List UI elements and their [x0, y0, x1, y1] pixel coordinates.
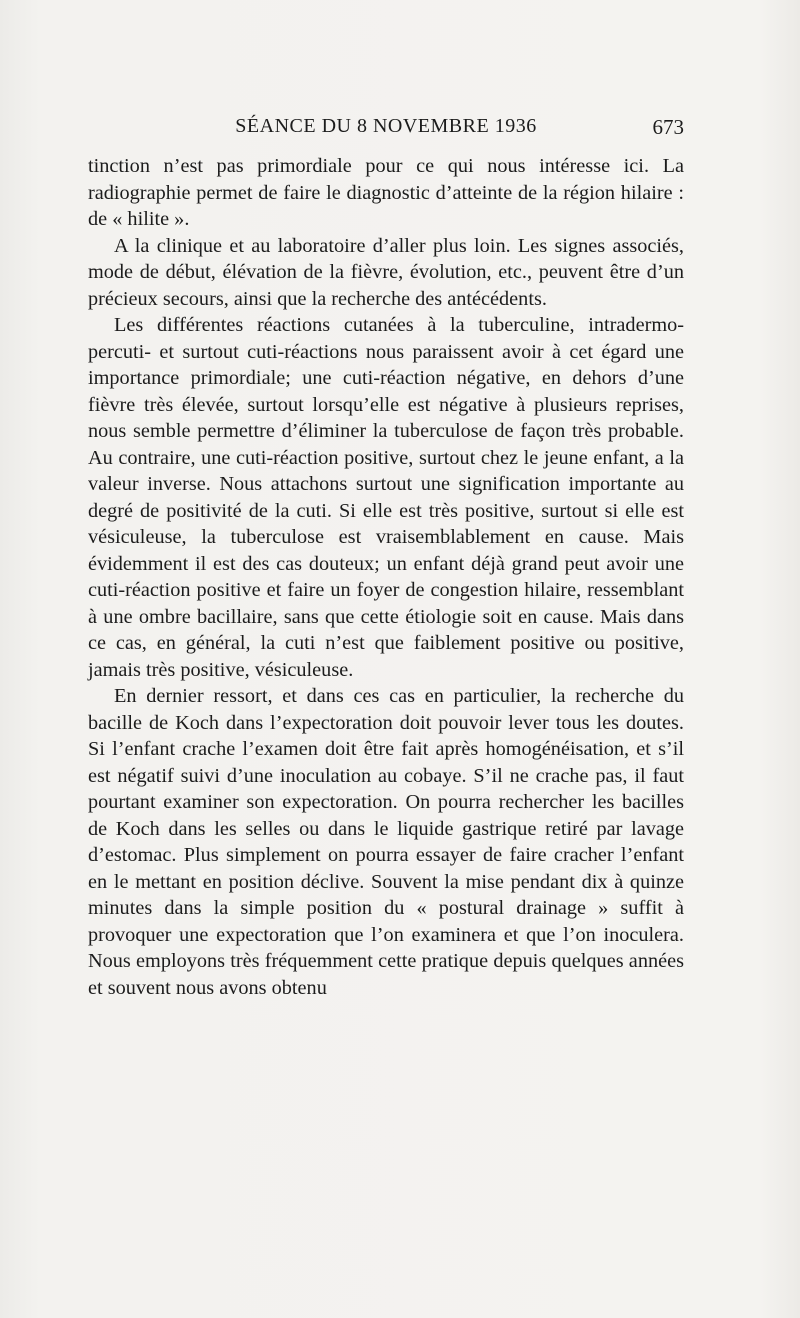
- running-head: [88, 115, 684, 147]
- paragraph-clinique: A la clinique et au laboratoire d’aller plus loin. Les signes associés, mode de début, élévation de la fièvre, évolution, etc., peuvent être d’un précieux secours, ainsi que la recherche des antécédents.: [88, 234, 684, 310]
- paragraph-dernier-ressort: En dernier ressort, et dans ces cas en particulier, la recherche du bacille de Koch dans l’expectoration doit pouvoir lever tous les doutes. Si l’enfant crache l’examen doit être fait après homogénéisation, et s’il est négatif suivi d’une inoculation au cobaye. S’il ne crache pas, il faut pourtant examiner son expectoration. On pourra rechercher les bacilles de Koch dans les selles ou dans le liquide gastrique retiré par lavage d’estomac. Plus simplement on pourra essayer de faire cracher l’enfant en le mettant en position déclive. Souvent la mise pendant dix à quinze minutes dans la simple position du « postural drainage » suffit à provoquer une expectoration que l’on examinera et que l’on inoculera. Nous employons très fréquemment cette pratique depuis quelques années et souvent nous avons obtenu: [88, 685, 684, 999]
- running-head-title: SÉANCE DU 8 NOVEMBRE 1936: [235, 115, 537, 137]
- page-number: 673: [652, 115, 684, 139]
- paragraph-continuation: tinction n’est pas primordiale pour ce qui nous intéresse ici. La radiographie permet de faire le diagnostic d’atteinte de la région hilaire : de « hilite ».: [88, 155, 684, 230]
- body-text: [88, 153, 684, 1001]
- paragraph-reactions-cutanees: Les différentes réactions cutanées à la tuberculine, intradermo-percuti- et surtout cuti-réactions nous paraissent avoir à cet égard une importance primordiale; une cuti-réaction négative, en dehors d’une fièvre très élevée, surtout lorsqu’elle est négative à plusieurs reprises, nous semble permettre d’éliminer la tuberculose de façon très probable. Au contraire, une cuti-réaction positive, surtout chez le jeune enfant, a la valeur inverse. Nous attachons surtout une signification importante au degré de positivité de la cuti. Si elle est très positive, surtout si elle est vésiculeuse, la tuberculose est vraisemblablement en cause. Mais évidemment il est des cas douteux; un enfant déjà grand peut avoir une cuti-réaction positive et faire un foyer de congestion hilaire, ressemblant à une ombre bacillaire, sans que cette étiologie soit en cause. Mais dans ce cas, en général, la cuti n’est que faiblement positive ou positive, jamais très positive, vésiculeuse.: [88, 314, 684, 681]
